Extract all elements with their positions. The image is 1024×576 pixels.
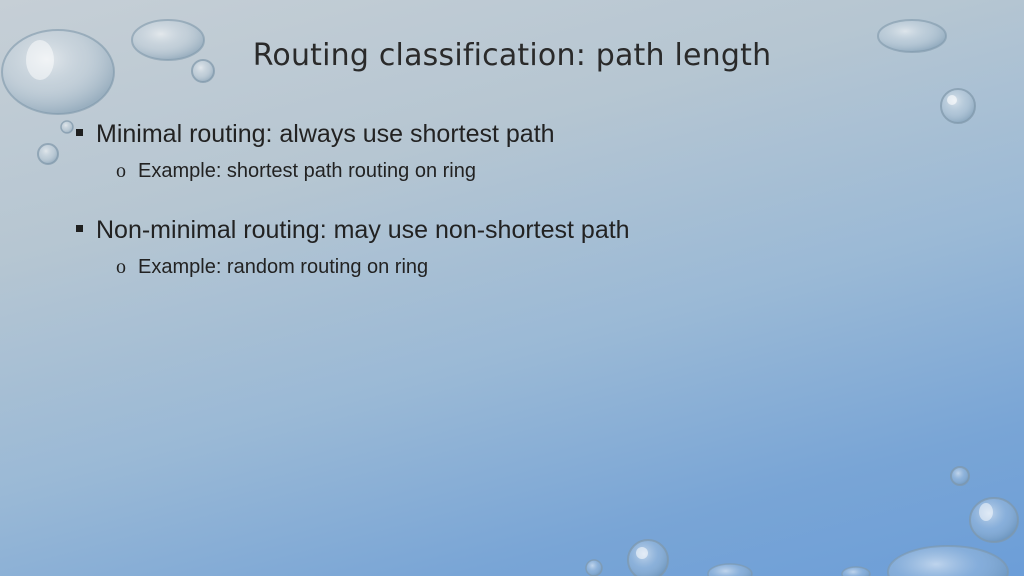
droplet-icon: [941, 89, 975, 123]
droplet-icon: [628, 540, 668, 576]
droplet-icon: [951, 467, 969, 485]
droplet-icon: [970, 498, 1018, 542]
bullet-item: [76, 120, 976, 158]
square-bullet-icon: [76, 225, 83, 232]
bullet-list: [76, 120, 976, 312]
bullet-text: Non-minimal routing: may use non-shortest path: [96, 216, 630, 244]
bullet-text: Minimal routing: always use shortest path: [96, 120, 555, 148]
sub-bullet-text: Example: random routing on ring: [138, 256, 429, 278]
droplet-icon: [888, 546, 1008, 576]
circle-bullet-icon: o: [116, 256, 126, 278]
droplet-icon: [38, 144, 58, 164]
droplet-icon: [708, 564, 752, 576]
sub-bullet-text: Example: shortest path routing on ring: [138, 160, 476, 182]
slide-title: Routing classification: path length: [252, 38, 772, 73]
sub-bullet-item: [116, 160, 976, 216]
circle-bullet-icon: o: [116, 160, 126, 182]
droplet-icon: [586, 560, 602, 576]
droplet-icon: [842, 567, 870, 576]
droplet-icon: [61, 121, 73, 133]
bullet-item: [76, 216, 976, 254]
square-bullet-icon: [76, 129, 83, 136]
sub-bullet-item: [116, 256, 976, 312]
